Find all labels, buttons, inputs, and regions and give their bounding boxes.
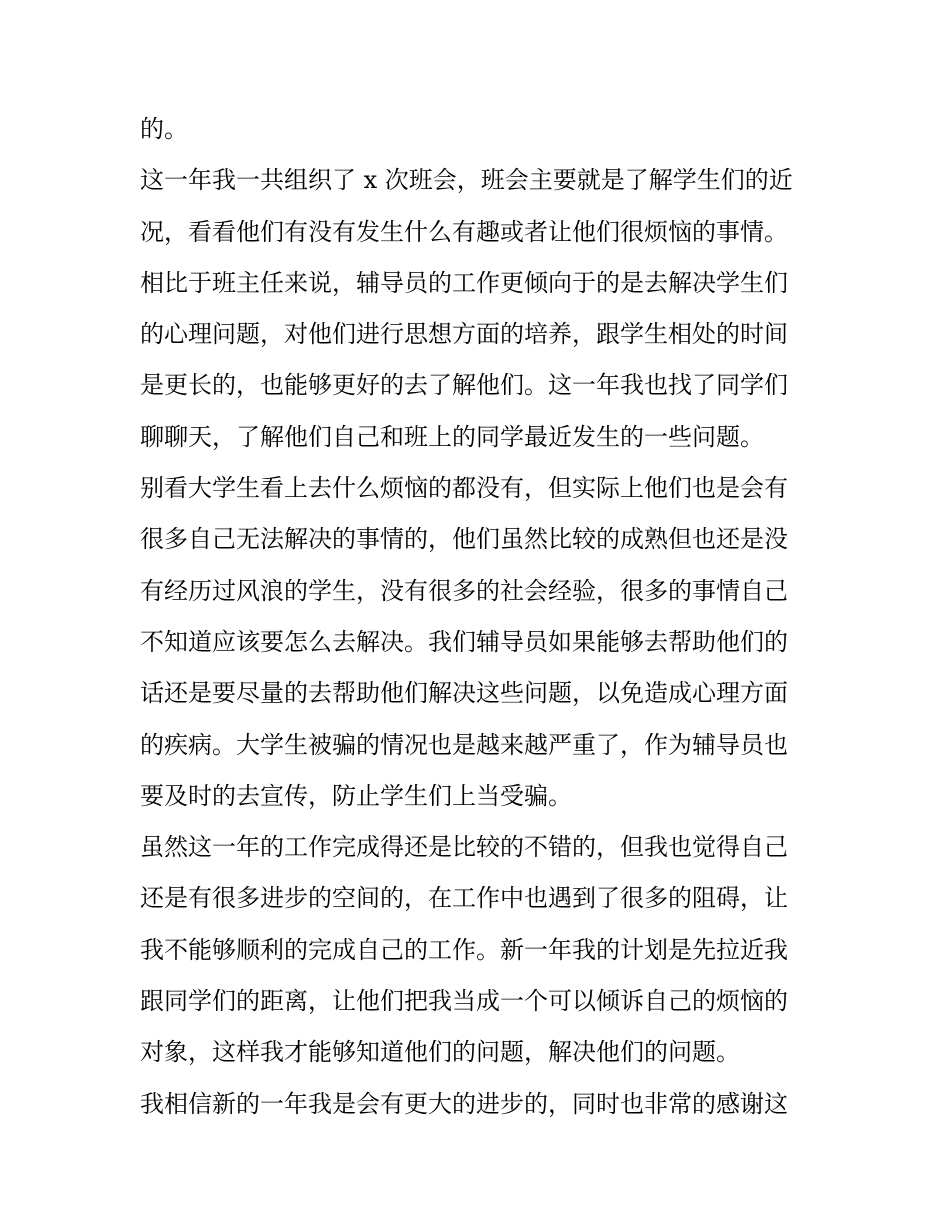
text-line: 相比于班主任来说，辅导员的工作更倾向于的是去解决学生们 <box>140 268 788 297</box>
text-line: 的。 <box>140 115 188 143</box>
body-text <box>140 104 820 1130</box>
text-line: 有经历过风浪的学生，没有很多的社会经验，很多的事情自己 <box>140 576 788 605</box>
text-line: 聊聊天，了解他们自己和班上的同学最近发生的一些问题。 <box>140 422 764 451</box>
text-line: 我相信新的一年我是会有更大的进步的，同时也非常的感谢这 <box>140 1089 788 1118</box>
text-line: 况，看看他们有没有发生什么有趣或者让他们很烦恼的事情。 <box>140 217 788 246</box>
text-line: 虽然这一年的工作完成得还是比较的不错的，但我也觉得自己 <box>140 833 788 862</box>
text-line: 对象，这样我才能够知道他们的问题，解决他们的问题。 <box>140 1038 740 1067</box>
text-line: 要及时的去宣传，防止学生们上当受骗。 <box>140 781 572 810</box>
text-line: 我不能够顺利的完成自己的工作。新一年我的计划是先拉近我 <box>140 935 788 964</box>
text-line: 跟同学们的距离，让他们把我当成一个可以倾诉自己的烦恼的 <box>140 987 788 1016</box>
text-line: 别看大学生看上去什么烦恼的都没有，但实际上他们也是会有 <box>140 474 788 503</box>
text-line: 还是有很多进步的空间的，在工作中也遇到了很多的阻碍，让 <box>140 884 788 913</box>
text-line: 这一年我一共组织了 x 次班会，班会主要就是了解学生们的近 <box>140 166 793 195</box>
text-line: 不知道应该要怎么去解决。我们辅导员如果能够去帮助他们的 <box>140 627 788 656</box>
text-line: 话还是要尽量的去帮助他们解决这些问题，以免造成心理方面 <box>140 679 788 708</box>
text-line: 很多自己无法解决的事情的，他们虽然比较的成熟但也还是没 <box>140 525 788 554</box>
text-line: 的心理问题，对他们进行思想方面的培养，跟学生相处的时间 <box>140 320 788 349</box>
text-line: 是更长的，也能够更好的去了解他们。这一年我也找了同学们 <box>140 371 788 400</box>
text-line: 的疾病。大学生被骗的情况也是越来越严重了，作为辅导员也 <box>140 730 788 759</box>
